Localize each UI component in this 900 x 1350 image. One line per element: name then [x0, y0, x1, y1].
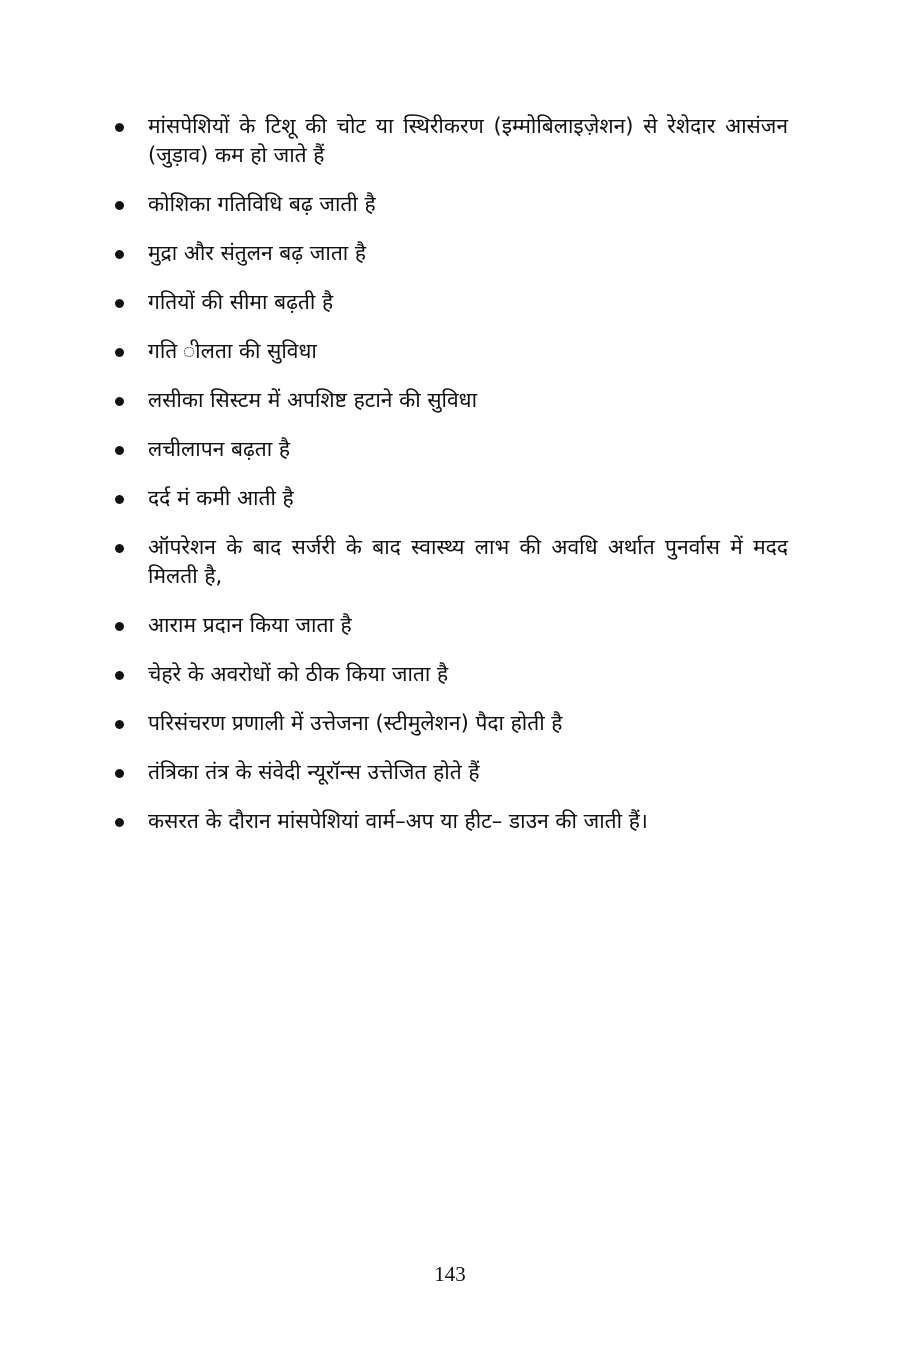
- bullet-icon: [115, 544, 124, 553]
- list-item: [112, 239, 788, 268]
- list-item: [112, 807, 788, 836]
- list-item-text: ऑपरेशन के बाद सर्जरी के बाद स्वास्थ्य लाभ की अवधि अर्थात पुनर्वास में मदद मिलती है,: [148, 535, 788, 588]
- list-item-text: गति ीलता की सुविधा: [148, 339, 317, 363]
- list-item-text: कसरत के दौरान मांसपेशियां वार्म–अप या हीट– डाउन की जाती हैं।: [148, 809, 648, 833]
- bullet-icon: [115, 720, 124, 729]
- list-item-text: गतियों की सीमा बढ़ती है: [148, 290, 334, 314]
- bullet-icon: [115, 671, 124, 680]
- list-item: [112, 337, 788, 366]
- bullet-icon: [115, 299, 124, 308]
- page-number: 143: [434, 1262, 466, 1286]
- list-item-text: मांसपेशियों के टिशू की चोट या स्थिरीकरण (इम्मोबिलाइज़ेशन) से रेशेदार आसंजन (जुड़ाव) कम हो जाते हैं: [148, 114, 788, 167]
- bullet-icon: [115, 769, 124, 778]
- list-item-text: लसीका सिस्टम में अपशिष्ट हटाने की सुविधा: [148, 388, 478, 412]
- list-item: [112, 660, 788, 689]
- bullet-icon: [115, 397, 124, 406]
- bullet-icon: [115, 446, 124, 455]
- list-item: [112, 709, 788, 738]
- list-item: [112, 190, 788, 219]
- list-item-text: चेहरे के अवरोधों को ठीक किया जाता है: [148, 662, 449, 686]
- list-item: [112, 484, 788, 513]
- list-item: [112, 758, 788, 787]
- list-item-text: कोशिका गतिविधि बढ़ जाती है: [148, 192, 376, 216]
- bullet-icon: [115, 818, 124, 827]
- list-item-text: दर्द मं कमी आती है: [148, 486, 294, 510]
- list-item-text: परिसंचरण प्रणाली में उत्तेजना (स्टीमुलेशन) पैदा होती है: [148, 711, 563, 735]
- bullet-icon: [115, 622, 124, 631]
- benefits-bullet-list: [112, 112, 788, 856]
- bullet-icon: [115, 201, 124, 210]
- list-item-text: आराम प्रदान किया जाता है: [148, 613, 352, 637]
- list-item-text: लचीलापन बढ़ता है: [148, 437, 290, 461]
- bullet-icon: [115, 495, 124, 504]
- list-item-text: तंत्रिका तंत्र के संवेदी न्यूरॉन्स उत्तेजित होते हैं: [148, 760, 480, 784]
- list-item: [112, 288, 788, 317]
- list-item-text: मुद्रा और संतुलन बढ़ जाता है: [148, 241, 367, 265]
- list-item: [112, 435, 788, 464]
- list-item: [112, 386, 788, 415]
- list-item: [112, 112, 788, 170]
- bullet-icon: [115, 348, 124, 357]
- list-item: [112, 611, 788, 640]
- bullet-icon: [115, 123, 124, 132]
- list-item: [112, 533, 788, 591]
- bullet-icon: [115, 250, 124, 259]
